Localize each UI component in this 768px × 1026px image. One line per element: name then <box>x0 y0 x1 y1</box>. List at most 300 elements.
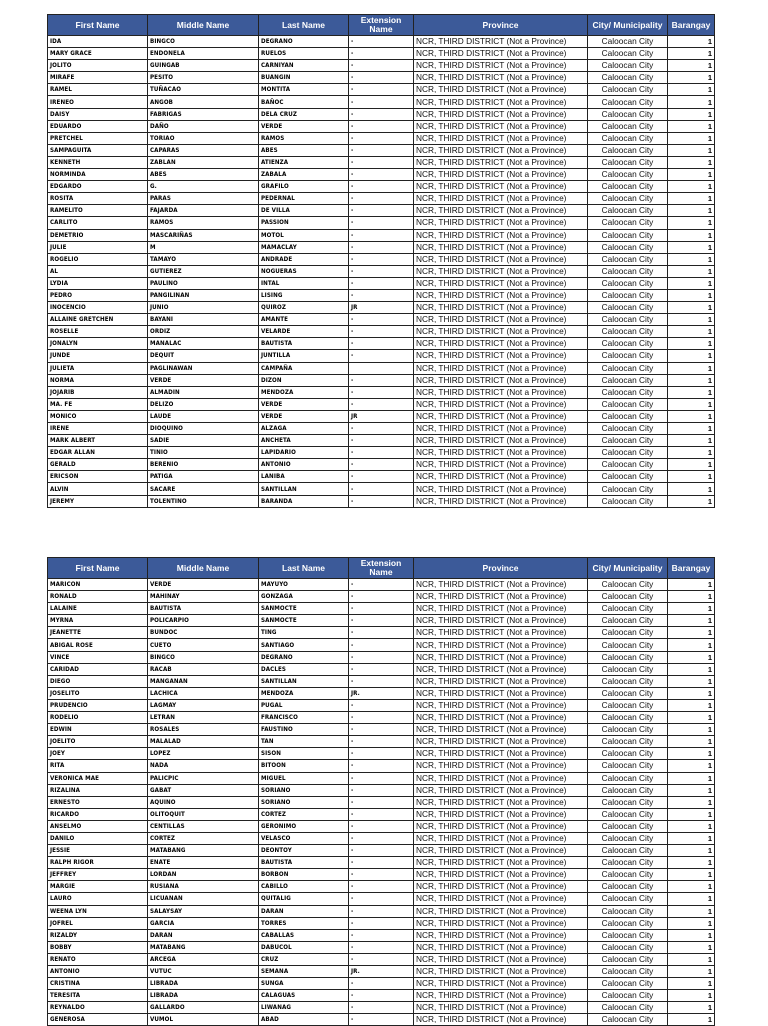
last-name-cell: SORIANO <box>259 796 349 808</box>
city-cell: Caloocan City <box>588 435 668 447</box>
extension-name-cell: - <box>349 772 414 784</box>
last-name-cell: ANDRADE <box>259 253 349 265</box>
extension-name-cell: - <box>349 1002 414 1014</box>
province-cell: NCR, THIRD DISTRICT (Not a Province) <box>414 362 588 374</box>
barangay-cell: 1 <box>668 639 715 651</box>
first-name-cell: MA. FE <box>48 398 148 410</box>
barangay-cell: 1 <box>668 615 715 627</box>
table-row <box>48 978 715 990</box>
extension-name-cell: - <box>349 48 414 60</box>
first-name-cell: PRETCHEL <box>48 132 148 144</box>
last-name-cell: BORBON <box>259 869 349 881</box>
extension-name-cell: - <box>349 350 414 362</box>
table-row <box>48 579 715 591</box>
table-row <box>48 760 715 772</box>
province-cell: NCR, THIRD DISTRICT (Not a Province) <box>414 205 588 217</box>
first-name-cell: ALLAINE GRETCHEN <box>48 314 148 326</box>
city-cell: Caloocan City <box>588 663 668 675</box>
first-name-cell: EDGARDO <box>48 181 148 193</box>
province-cell: NCR, THIRD DISTRICT (Not a Province) <box>414 314 588 326</box>
extension-name-cell: - <box>349 1014 414 1026</box>
barangay-cell: 1 <box>668 374 715 386</box>
table-row <box>48 435 715 447</box>
extension-name-cell: - <box>349 857 414 869</box>
barangay-cell: 1 <box>668 881 715 893</box>
last-name-cell: CORTEZ <box>259 808 349 820</box>
table-row <box>48 217 715 229</box>
table-row <box>48 72 715 84</box>
last-name-cell: VERDE <box>259 120 349 132</box>
header-first-name: First Name <box>48 15 148 36</box>
last-name-cell: DE VILLA <box>259 205 349 217</box>
extension-name-cell: - <box>349 929 414 941</box>
city-cell: Caloocan City <box>588 687 668 699</box>
extension-name-cell: - <box>349 36 414 48</box>
middle-name-cell: ANGOB <box>148 96 259 108</box>
extension-name-cell: - <box>349 651 414 663</box>
table-row <box>48 953 715 965</box>
city-cell: Caloocan City <box>588 675 668 687</box>
barangay-cell: 1 <box>668 423 715 435</box>
barangay-cell: 1 <box>668 966 715 978</box>
table-row <box>48 736 715 748</box>
extension-name-cell: - <box>349 84 414 96</box>
barangay-cell: 1 <box>668 687 715 699</box>
barangay-cell: 1 <box>668 471 715 483</box>
middle-name-cell: TAMAYO <box>148 253 259 265</box>
middle-name-cell: JUNIO <box>148 302 259 314</box>
barangay-cell: 1 <box>668 253 715 265</box>
city-cell: Caloocan City <box>588 72 668 84</box>
first-name-cell: ABIGAL ROSE <box>48 639 148 651</box>
first-name-cell: LAURO <box>48 893 148 905</box>
province-cell: NCR, THIRD DISTRICT (Not a Province) <box>414 144 588 156</box>
first-name-cell: ERNESTO <box>48 796 148 808</box>
city-cell: Caloocan City <box>588 217 668 229</box>
first-name-cell: JOELITO <box>48 736 148 748</box>
last-name-cell: MENDOZA <box>259 386 349 398</box>
header-first-name: First Name <box>48 558 148 579</box>
province-cell: NCR, THIRD DISTRICT (Not a Province) <box>414 687 588 699</box>
extension-name-cell: - <box>349 169 414 181</box>
province-cell: NCR, THIRD DISTRICT (Not a Province) <box>414 326 588 338</box>
table-row <box>48 253 715 265</box>
city-cell: Caloocan City <box>588 760 668 772</box>
table-row <box>48 615 715 627</box>
last-name-cell: ATIENZA <box>259 156 349 168</box>
table-row <box>48 748 715 760</box>
province-cell: NCR, THIRD DISTRICT (Not a Province) <box>414 820 588 832</box>
barangay-cell: 1 <box>668 156 715 168</box>
barangay-cell: 1 <box>668 265 715 277</box>
first-name-cell: RAMEL <box>48 84 148 96</box>
province-cell: NCR, THIRD DISTRICT (Not a Province) <box>414 881 588 893</box>
first-name-cell: DANILO <box>48 832 148 844</box>
last-name-cell: DELA CRUZ <box>259 108 349 120</box>
last-name-cell: SORIANO <box>259 784 349 796</box>
extension-name-cell: - <box>349 978 414 990</box>
extension-name-cell: - <box>349 990 414 1002</box>
table-row <box>48 326 715 338</box>
first-name-cell: EDGAR ALLAN <box>48 447 148 459</box>
first-name-cell: CARLITO <box>48 217 148 229</box>
table-row <box>48 603 715 615</box>
last-name-cell: BUANGIN <box>259 72 349 84</box>
extension-name-cell: - <box>349 277 414 289</box>
province-cell: NCR, THIRD DISTRICT (Not a Province) <box>414 72 588 84</box>
last-name-cell: LIWANAG <box>259 1002 349 1014</box>
table-row <box>48 941 715 953</box>
table-row <box>48 362 715 374</box>
first-name-cell: ROSITA <box>48 193 148 205</box>
first-name-cell: AL <box>48 265 148 277</box>
barangay-cell: 1 <box>668 784 715 796</box>
extension-name-cell: - <box>349 229 414 241</box>
table-row <box>48 193 715 205</box>
barangay-cell: 1 <box>668 241 715 253</box>
city-cell: Caloocan City <box>588 471 668 483</box>
extension-name-cell: - <box>349 736 414 748</box>
extension-name-cell: - <box>349 760 414 772</box>
last-name-cell: GONZAGA <box>259 591 349 603</box>
province-cell: NCR, THIRD DISTRICT (Not a Province) <box>414 1002 588 1014</box>
barangay-cell: 1 <box>668 447 715 459</box>
table-row <box>48 447 715 459</box>
barangay-cell: 1 <box>668 205 715 217</box>
barangay-cell: 1 <box>668 820 715 832</box>
barangay-cell: 1 <box>668 941 715 953</box>
table-row <box>48 893 715 905</box>
city-cell: Caloocan City <box>588 169 668 181</box>
province-cell: NCR, THIRD DISTRICT (Not a Province) <box>414 699 588 711</box>
header-barangay: Barangay <box>668 15 715 36</box>
city-cell: Caloocan City <box>588 229 668 241</box>
province-cell: NCR, THIRD DISTRICT (Not a Province) <box>414 724 588 736</box>
last-name-cell: ABES <box>259 144 349 156</box>
middle-name-cell: MATABANG <box>148 845 259 857</box>
first-name-cell: DAISY <box>48 108 148 120</box>
last-name-cell: MONTITA <box>259 84 349 96</box>
barangay-cell: 1 <box>668 120 715 132</box>
barangay-cell: 1 <box>668 338 715 350</box>
middle-name-cell: FABRIGAS <box>148 108 259 120</box>
household-table-1 <box>47 14 715 508</box>
first-name-cell: SAMPAGUITA <box>48 144 148 156</box>
middle-name-cell: CORTEZ <box>148 832 259 844</box>
table-row <box>48 796 715 808</box>
barangay-cell: 1 <box>668 289 715 301</box>
province-cell: NCR, THIRD DISTRICT (Not a Province) <box>414 495 588 507</box>
last-name-cell: SUNGA <box>259 978 349 990</box>
province-cell: NCR, THIRD DISTRICT (Not a Province) <box>414 338 588 350</box>
barangay-cell: 1 <box>668 144 715 156</box>
extension-name-cell: - <box>349 663 414 675</box>
barangay-cell: 1 <box>668 60 715 72</box>
table-body <box>48 579 715 1026</box>
middle-name-cell: ZABLAN <box>148 156 259 168</box>
extension-name-cell: - <box>349 386 414 398</box>
first-name-cell: IRENE <box>48 423 148 435</box>
middle-name-cell: M <box>148 241 259 253</box>
province-cell: NCR, THIRD DISTRICT (Not a Province) <box>414 96 588 108</box>
province-cell: NCR, THIRD DISTRICT (Not a Province) <box>414 350 588 362</box>
extension-name-cell: - <box>349 217 414 229</box>
last-name-cell: GERONIMO <box>259 820 349 832</box>
header-last-name: Last Name <box>259 15 349 36</box>
header-province: Province <box>414 15 588 36</box>
last-name-cell: MAMACLAY <box>259 241 349 253</box>
middle-name-cell: LOPEZ <box>148 748 259 760</box>
middle-name-cell: BERENIO <box>148 459 259 471</box>
last-name-cell: BITOON <box>259 760 349 772</box>
first-name-cell: NORMA <box>48 374 148 386</box>
extension-name-cell: - <box>349 459 414 471</box>
city-cell: Caloocan City <box>588 881 668 893</box>
barangay-cell: 1 <box>668 314 715 326</box>
middle-name-cell: ARCEGA <box>148 953 259 965</box>
last-name-cell: VERDE <box>259 398 349 410</box>
first-name-cell: IRENEO <box>48 96 148 108</box>
province-cell: NCR, THIRD DISTRICT (Not a Province) <box>414 447 588 459</box>
barangay-cell: 1 <box>668 96 715 108</box>
table-row <box>48 966 715 978</box>
middle-name-cell: GUTIEREZ <box>148 265 259 277</box>
province-cell: NCR, THIRD DISTRICT (Not a Province) <box>414 869 588 881</box>
province-cell: NCR, THIRD DISTRICT (Not a Province) <box>414 990 588 1002</box>
table-row <box>48 483 715 495</box>
city-cell: Caloocan City <box>588 712 668 724</box>
city-cell: Caloocan City <box>588 832 668 844</box>
middle-name-cell: NADA <box>148 760 259 772</box>
first-name-cell: GENEROSA <box>48 1014 148 1026</box>
middle-name-cell: VUMOL <box>148 1014 259 1026</box>
table-row <box>48 229 715 241</box>
middle-name-cell: LACHICA <box>148 687 259 699</box>
middle-name-cell: SADIE <box>148 435 259 447</box>
barangay-cell: 1 <box>668 386 715 398</box>
province-cell: NCR, THIRD DISTRICT (Not a Province) <box>414 917 588 929</box>
last-name-cell: RUELOS <box>259 48 349 60</box>
province-cell: NCR, THIRD DISTRICT (Not a Province) <box>414 435 588 447</box>
first-name-cell: JULIETA <box>48 362 148 374</box>
barangay-cell: 1 <box>668 181 715 193</box>
barangay-cell: 1 <box>668 169 715 181</box>
table-row <box>48 627 715 639</box>
province-cell: NCR, THIRD DISTRICT (Not a Province) <box>414 483 588 495</box>
middle-name-cell: TORIAO <box>148 132 259 144</box>
first-name-cell: JEFFREY <box>48 869 148 881</box>
last-name-cell: MOTOL <box>259 229 349 241</box>
extension-name-cell: - <box>349 96 414 108</box>
barangay-cell: 1 <box>668 651 715 663</box>
middle-name-cell: SALAYSAY <box>148 905 259 917</box>
province-cell: NCR, THIRD DISTRICT (Not a Province) <box>414 627 588 639</box>
first-name-cell: JONALYN <box>48 338 148 350</box>
last-name-cell: SANMOCTE <box>259 615 349 627</box>
header-extension-name: Extension Name <box>349 15 414 36</box>
middle-name-cell: ORDIZ <box>148 326 259 338</box>
last-name-cell: INTAL <box>259 277 349 289</box>
city-cell: Caloocan City <box>588 326 668 338</box>
barangay-cell: 1 <box>668 84 715 96</box>
table-row <box>48 724 715 736</box>
city-cell: Caloocan City <box>588 193 668 205</box>
middle-name-cell: CAPARAS <box>148 144 259 156</box>
barangay-cell: 1 <box>668 36 715 48</box>
province-cell: NCR, THIRD DISTRICT (Not a Province) <box>414 651 588 663</box>
extension-name-cell: - <box>349 181 414 193</box>
extension-name-cell: - <box>349 314 414 326</box>
last-name-cell: CARNIYAN <box>259 60 349 72</box>
table-row <box>48 699 715 711</box>
city-cell: Caloocan City <box>588 845 668 857</box>
barangay-cell: 1 <box>668 760 715 772</box>
barangay-cell: 1 <box>668 48 715 60</box>
city-cell: Caloocan City <box>588 905 668 917</box>
first-name-cell: JEREMY <box>48 495 148 507</box>
middle-name-cell: GALLARDO <box>148 1002 259 1014</box>
last-name-cell: SANTIAGO <box>259 639 349 651</box>
table-row <box>48 772 715 784</box>
extension-name-cell: - <box>349 579 414 591</box>
barangay-cell: 1 <box>668 796 715 808</box>
extension-name-cell <box>349 362 414 374</box>
middle-name-cell: LAGMAY <box>148 699 259 711</box>
extension-name-cell: - <box>349 724 414 736</box>
barangay-cell: 1 <box>668 736 715 748</box>
middle-name-cell: MASCARIÑAS <box>148 229 259 241</box>
last-name-cell: DEGRANO <box>259 651 349 663</box>
table-row <box>48 881 715 893</box>
table-row <box>48 857 715 869</box>
first-name-cell: VINCE <box>48 651 148 663</box>
middle-name-cell: ENATE <box>148 857 259 869</box>
province-cell: NCR, THIRD DISTRICT (Not a Province) <box>414 639 588 651</box>
barangay-cell: 1 <box>668 326 715 338</box>
barangay-cell: 1 <box>668 675 715 687</box>
city-cell: Caloocan City <box>588 603 668 615</box>
city-cell: Caloocan City <box>588 338 668 350</box>
extension-name-cell: JR <box>349 302 414 314</box>
middle-name-cell: MALALAD <box>148 736 259 748</box>
extension-name-cell: - <box>349 627 414 639</box>
header-city-municipality: City/ Municipality <box>588 558 668 579</box>
extension-name-cell: - <box>349 60 414 72</box>
middle-name-cell: RUSIANA <box>148 881 259 893</box>
first-name-cell: DIEGO <box>48 675 148 687</box>
last-name-cell: SISON <box>259 748 349 760</box>
province-cell: NCR, THIRD DISTRICT (Not a Province) <box>414 808 588 820</box>
first-name-cell: WEENA LYN <box>48 905 148 917</box>
extension-name-cell: - <box>349 495 414 507</box>
last-name-cell: QUITALIG <box>259 893 349 905</box>
table-row <box>48 386 715 398</box>
city-cell: Caloocan City <box>588 48 668 60</box>
last-name-cell: DEGRANO <box>259 36 349 48</box>
extension-name-cell: - <box>349 905 414 917</box>
province-cell: NCR, THIRD DISTRICT (Not a Province) <box>414 857 588 869</box>
extension-name-cell: - <box>349 784 414 796</box>
barangay-cell: 1 <box>668 217 715 229</box>
last-name-cell: ANCHETA <box>259 435 349 447</box>
barangay-cell: 1 <box>668 108 715 120</box>
city-cell: Caloocan City <box>588 132 668 144</box>
middle-name-cell: BAYANI <box>148 314 259 326</box>
province-cell: NCR, THIRD DISTRICT (Not a Province) <box>414 169 588 181</box>
table-row <box>48 808 715 820</box>
middle-name-cell: LETRAN <box>148 712 259 724</box>
table-row <box>48 1002 715 1014</box>
middle-name-cell: LAUDE <box>148 410 259 422</box>
city-cell: Caloocan City <box>588 990 668 1002</box>
barangay-cell: 1 <box>668 832 715 844</box>
city-cell: Caloocan City <box>588 953 668 965</box>
middle-name-cell: BAUTISTA <box>148 603 259 615</box>
first-name-cell: MARY GRACE <box>48 48 148 60</box>
last-name-cell: LANIBA <box>259 471 349 483</box>
table-row <box>48 591 715 603</box>
middle-name-cell: RAMOS <box>148 217 259 229</box>
extension-name-cell: - <box>349 748 414 760</box>
middle-name-cell: DIOQUINO <box>148 423 259 435</box>
city-cell: Caloocan City <box>588 869 668 881</box>
first-name-cell: JOFREL <box>48 917 148 929</box>
province-cell: NCR, THIRD DISTRICT (Not a Province) <box>414 289 588 301</box>
table-row <box>48 36 715 48</box>
table-row <box>48 675 715 687</box>
first-name-cell: RITA <box>48 760 148 772</box>
last-name-cell: SANTILLAN <box>259 483 349 495</box>
table-row <box>48 1014 715 1026</box>
barangay-cell: 1 <box>668 132 715 144</box>
extension-name-cell: - <box>349 205 414 217</box>
first-name-cell: JOEY <box>48 748 148 760</box>
extension-name-cell: - <box>349 156 414 168</box>
last-name-cell: JUNTILLA <box>259 350 349 362</box>
first-name-cell: REYNALDO <box>48 1002 148 1014</box>
last-name-cell: ANTONIO <box>259 459 349 471</box>
extension-name-cell: - <box>349 326 414 338</box>
city-cell: Caloocan City <box>588 302 668 314</box>
extension-name-cell: - <box>349 483 414 495</box>
province-cell: NCR, THIRD DISTRICT (Not a Province) <box>414 929 588 941</box>
last-name-cell: TING <box>259 627 349 639</box>
middle-name-cell: TUÑACAO <box>148 84 259 96</box>
last-name-cell: SANTILLAN <box>259 675 349 687</box>
province-cell: NCR, THIRD DISTRICT (Not a Province) <box>414 193 588 205</box>
barangay-cell: 1 <box>668 483 715 495</box>
last-name-cell: BAUTISTA <box>259 857 349 869</box>
last-name-cell: ZABALA <box>259 169 349 181</box>
city-cell: Caloocan City <box>588 941 668 953</box>
province-cell: NCR, THIRD DISTRICT (Not a Province) <box>414 277 588 289</box>
city-cell: Caloocan City <box>588 893 668 905</box>
first-name-cell: LALAINE <box>48 603 148 615</box>
first-name-cell: TERESITA <box>48 990 148 1002</box>
table-row <box>48 687 715 699</box>
province-cell: NCR, THIRD DISTRICT (Not a Province) <box>414 60 588 72</box>
first-name-cell: EDUARDO <box>48 120 148 132</box>
province-cell: NCR, THIRD DISTRICT (Not a Province) <box>414 120 588 132</box>
extension-name-cell: - <box>349 374 414 386</box>
table-row <box>48 459 715 471</box>
household-table-2 <box>47 557 715 1026</box>
city-cell: Caloocan City <box>588 205 668 217</box>
province-cell: NCR, THIRD DISTRICT (Not a Province) <box>414 374 588 386</box>
first-name-cell: PRUDENCIO <box>48 699 148 711</box>
barangay-cell: 1 <box>668 1002 715 1014</box>
first-name-cell: RODELIO <box>48 712 148 724</box>
